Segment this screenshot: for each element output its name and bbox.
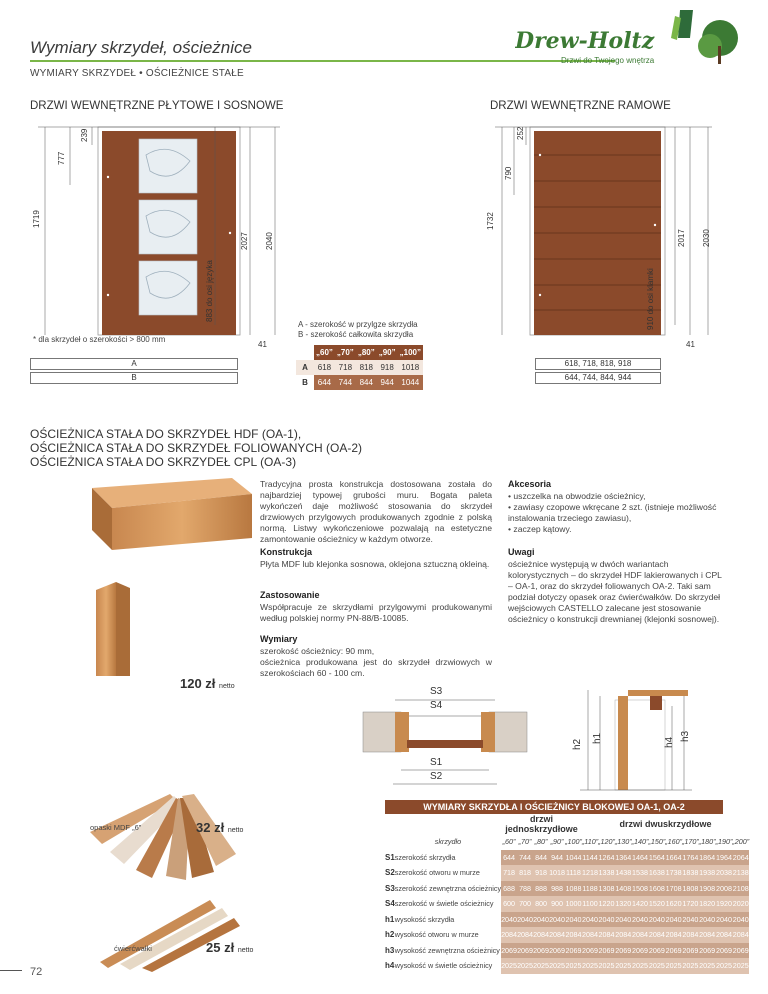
spec-cell: 2084: [648, 927, 665, 943]
label-h4: h4: [664, 736, 675, 748]
spec-row-label: wysokość skrzydła: [395, 912, 501, 928]
dim-2040: 2040: [265, 232, 274, 250]
spec-cell: 2025: [648, 958, 665, 974]
spec-cell: 2069: [533, 943, 549, 959]
label-h1: h1: [592, 732, 603, 744]
frames-heading-line: OŚCIEŻNICA STAŁA DO SKRZYDEŁ HDF (OA-1),: [30, 427, 302, 441]
uwagi-heading: Uwagi: [508, 547, 535, 557]
spec-cell: 2069: [665, 943, 682, 959]
spec-cell: 2084: [533, 927, 549, 943]
spec-cell: 1520: [648, 896, 665, 912]
spec-cell: 1620: [665, 896, 682, 912]
label-s1: S1: [430, 757, 443, 768]
label-s3: S3: [430, 686, 443, 697]
spec-col-head: „160”: [665, 837, 682, 847]
spec-cell: 2084: [565, 927, 582, 943]
dim-2027: 2027: [240, 232, 249, 250]
dimension-bar-a: A: [30, 358, 238, 370]
label-h2: h2: [572, 738, 583, 750]
spec-cell: 1720: [682, 896, 699, 912]
spec-col-head: „150”: [648, 837, 666, 847]
spec-cell: 2025: [632, 958, 649, 974]
spec-cell: 2040: [549, 912, 565, 928]
spec-cell: 2069: [517, 943, 533, 959]
spec-cell: 1908: [699, 881, 716, 897]
spec-cell: 1100: [582, 896, 598, 912]
frame-price: [180, 676, 235, 691]
spec-cell: 800: [533, 896, 549, 912]
ab-cell: 1044: [401, 378, 420, 387]
spec-table-container: [385, 800, 750, 974]
spec-cell: 2084: [682, 927, 699, 943]
spec-cell: 2025: [716, 958, 733, 974]
spec-cell: 988: [549, 881, 565, 897]
wymiary-line-1: szerokość ościeżnicy: 90 mm,: [260, 646, 375, 656]
spec-cell: 2040: [598, 912, 615, 928]
spec-cell: 718: [501, 865, 517, 881]
spec-cell: 1144: [582, 850, 598, 866]
spec-cell: 2084: [699, 927, 716, 943]
spec-cell: 2069: [565, 943, 582, 959]
akcesoria-item: • uszczelka na obwodzie ościeżnicy,: [508, 491, 646, 501]
spec-col-head: „170”: [682, 837, 699, 847]
dim-777: 777: [57, 151, 66, 165]
spec-cell: 788: [517, 881, 533, 897]
spec-cell: 888: [533, 881, 549, 897]
spec-table-title: WYMIARY SKRZYDŁA I OŚCIEŻNICY BLOKOWEJ OA-1, OA-2: [385, 800, 723, 814]
spec-cell: 1308: [598, 881, 615, 897]
spec-cell: 1664: [665, 850, 682, 866]
logo-name: Drew-Holtz: [515, 28, 655, 54]
legend-b: B - szerokość całkowita skrzydła: [298, 330, 414, 339]
spec-cell: 1964: [716, 850, 733, 866]
intro-text: Tradycyjna prosta konstrukcja dostosowana została do najbardziej typowej grubości muru. Bogata paleta wykończeń daje możliwość stosowania do skrzydeł drzwiowych przylgowych produkowanych zgodnie z polską normą. Listwy wykończeniowe pozwalają na estetyczne zamontowanie ościeżnicy w każdym otworze.: [260, 479, 492, 544]
opaski-label: opaski MDF „6”: [90, 823, 142, 832]
ab-col-head: „70”: [335, 345, 356, 360]
frame-price-unit: netto: [219, 683, 235, 690]
konstrukcja-text: Płyta MDF lub klejonka sosnowa, oklejona sztuczną okleiną.: [260, 559, 490, 569]
spec-row-label: wysokość zewnętrzna ościeżnicy: [395, 943, 501, 959]
spec-cell: 2084: [716, 927, 733, 943]
spec-row-symbol: S3: [385, 883, 395, 893]
spec-cell: 1864: [699, 850, 716, 866]
spec-cell: 2069: [598, 943, 615, 959]
dim-252: 252: [516, 126, 525, 140]
spec-cell: 1420: [632, 896, 649, 912]
spec-cell: 2084: [501, 927, 517, 943]
group-double-header: drzwi dwuskrzydłowe: [619, 819, 712, 829]
ab-cell: 644: [317, 378, 332, 387]
spec-cell: 2084: [615, 927, 632, 943]
spec-cell: 2025: [549, 958, 565, 974]
akcesoria-item: • zawiasy czopowe wkręcane 2 szt. (istnieje możliwość instalowania trzeciego zawiasu),: [508, 502, 717, 523]
spec-cell: 2025: [582, 958, 598, 974]
spec-table-row: [385, 896, 749, 912]
spec-cell: 1938: [699, 865, 716, 881]
spec-cell: 2040: [665, 912, 682, 928]
legend-a: A - szerokość w przylgze skrzydła: [298, 320, 418, 329]
spec-col-head: „60”: [502, 837, 516, 847]
spec-cell: 2040: [533, 912, 549, 928]
spec-col-head: „100”: [565, 837, 582, 847]
spec-cell: 2069: [732, 943, 749, 959]
spec-cell: 2084: [549, 927, 565, 943]
spec-cell: 1820: [699, 896, 716, 912]
spec-cell: 900: [549, 896, 565, 912]
spec-cell: 600: [501, 896, 517, 912]
label-s2: S2: [430, 771, 443, 782]
logo-tagline: Drzwi do Twojego wnętrza: [561, 56, 655, 65]
spec-cell: 2084: [665, 927, 682, 943]
spec-cell: 2084: [732, 927, 749, 943]
dim-1719: 1719: [32, 210, 41, 228]
cwiercwalki-price: [206, 940, 253, 955]
spec-cell: 1218: [582, 865, 598, 881]
spec-cell: 1438: [615, 865, 632, 881]
spec-cell: 2025: [598, 958, 615, 974]
spec-cell: 2020: [732, 896, 749, 912]
opaski-price: [196, 820, 243, 835]
label-h3: h3: [680, 730, 691, 742]
zastosowanie-heading: Zastosowanie: [260, 590, 320, 600]
spec-cell: 644: [501, 850, 517, 866]
spec-cell: 2040: [716, 912, 733, 928]
spec-table-row: [385, 958, 749, 974]
spec-col-head: „90”: [550, 837, 564, 847]
konstrukcja-heading: Konstrukcja: [260, 547, 313, 557]
ab-cell: 918: [380, 363, 394, 372]
spec-row-symbol: h3: [385, 945, 395, 955]
spec-cell: 1088: [565, 881, 582, 897]
spec-cell: 1364: [615, 850, 632, 866]
spec-row-symbol: h2: [385, 930, 395, 940]
spec-cell: 2025: [732, 958, 749, 974]
spec-col-head: „180”: [698, 837, 716, 847]
spec-cell: 2069: [501, 943, 517, 959]
spec-cell: 1508: [632, 881, 649, 897]
spec-cell: 1638: [648, 865, 665, 881]
brand-logo: [515, 8, 740, 66]
spec-cell: 1220: [598, 896, 615, 912]
spec-cell: 744: [517, 850, 533, 866]
spec-cell: 2040: [632, 912, 649, 928]
spec-cell: 2040: [699, 912, 716, 928]
page-number-rule: [0, 970, 22, 971]
spec-cell: 818: [517, 865, 533, 881]
frames-heading-line: OŚCIEŻNICA STAŁA DO SKRZYDEŁ CPL (OA-3): [30, 455, 297, 469]
spec-table-row: [385, 865, 749, 881]
spec-row-label: szerokość zewnętrzna ościeżnicy: [395, 881, 501, 897]
spec-cell: 2069: [549, 943, 565, 959]
spec-cell: 1320: [615, 896, 632, 912]
spec-cell: 2038: [716, 865, 733, 881]
spec-cell: 1838: [682, 865, 699, 881]
ab-row-label: B: [296, 375, 314, 390]
spec-cell: 2025: [615, 958, 632, 974]
ab-cell: 718: [338, 363, 353, 372]
spec-col-head: „120”: [598, 837, 615, 847]
dim-790: 790: [504, 166, 513, 180]
spec-cell: 2025: [682, 958, 699, 974]
spec-cell: 2069: [632, 943, 649, 959]
spec-row-symbol: h1: [385, 914, 395, 924]
spec-cell: 2084: [632, 927, 649, 943]
spec-cell: 2025: [501, 958, 517, 974]
left-door-heading: DRZWI WEWNĘTRZNE PŁYTOWE I SOSNOWE: [30, 100, 284, 112]
wymiary-line-2: ościeżnica produkowana jest do skrzydeł drzwiowych w szerokościach 60 - 100 cm.: [260, 657, 492, 678]
opaski-price-unit: netto: [227, 827, 244, 834]
spec-cell: 1564: [648, 850, 665, 866]
ab-cell: 744: [338, 378, 353, 387]
frame-product-image: [82, 478, 262, 678]
dim-883: 883 do osi języka: [205, 260, 214, 322]
spec-row-label: wysokość w świetle ościeżnicy: [395, 958, 501, 974]
spec-cell: 1464: [632, 850, 649, 866]
spec-cell: 2069: [582, 943, 598, 959]
spec-cell: 2025: [699, 958, 716, 974]
spec-col-head: „110”: [581, 837, 599, 847]
spec-cell: 1538: [632, 865, 649, 881]
spec-cell: 2025: [533, 958, 549, 974]
akcesoria-item: • zaczep kątowy.: [508, 524, 572, 534]
ab-cell: 818: [359, 363, 373, 372]
spec-table-row: [385, 881, 749, 897]
frames-heading-line: OŚCIEŻNICA STAŁA DO SKRZYDEŁ FOLIOWANYCH (OA-2): [30, 441, 363, 455]
page-number: 72: [30, 966, 43, 978]
right-dimension-bar-a: 618, 718, 818, 918: [535, 358, 661, 370]
spec-cell: 1018: [549, 865, 565, 881]
spec-col-head: „190”: [715, 837, 733, 847]
spec-cell: 2069: [699, 943, 716, 959]
uwagi-text: ościeżnice występują w dwóch wariantach kolorystycznych – do skrzydeł HDF lakierowanych i CPL – OA-1, oraz do skrzydeł foliowanych OA-2. Taki sam podział dotyczy opasek oraz ćwierćwałków. Do skrzydeł wejściowych CASTELLO zalecane jest stosowanie ościeżnicy o konstrukcji drewnianej (klejonki sosnowej).: [508, 559, 722, 624]
right-door-heading: DRZWI WEWNĘTRZNE RAMOWE: [490, 100, 671, 112]
spec-table-row: [385, 943, 749, 959]
spec-col-head: „70”: [518, 837, 532, 847]
dim-41-right: 41: [686, 340, 695, 349]
spec-cell: 2040: [501, 912, 517, 928]
right-dimension-bar-b: 644, 744, 844, 944: [535, 372, 661, 384]
spec-cell: 1188: [582, 881, 598, 897]
spec-cell: 918: [533, 865, 549, 881]
spec-cell: 2108: [732, 881, 749, 897]
page-title: Wymiary skrzydeł, ościeżnice: [30, 38, 252, 57]
right-door-drawing: [490, 115, 720, 340]
spec-cell: 2025: [665, 958, 682, 974]
spec-cell: 2040: [682, 912, 699, 928]
spec-cell: 2040: [648, 912, 665, 928]
spec-col-head: „140”: [631, 837, 649, 847]
spec-cell: 1118: [565, 865, 582, 881]
width-note: * dla skrzydeł o szerokości > 800 mm: [33, 335, 166, 344]
spec-cell: 1808: [682, 881, 699, 897]
spec-cell: 1408: [615, 881, 632, 897]
spec-cell: 844: [533, 850, 549, 866]
spec-col-label-head: skrzydło: [434, 837, 462, 847]
spec-row-label: szerokość skrzydła: [395, 850, 501, 866]
page-subtitle: WYMIARY SKRZYDEŁ • OŚCIEŻNICE STAŁE: [30, 68, 244, 79]
label-s4: S4: [430, 700, 443, 711]
spec-cell: 2040: [565, 912, 582, 928]
ab-cell: 844: [359, 378, 373, 387]
spec-table-row: [385, 912, 749, 928]
frames-heading: [30, 427, 362, 469]
ab-col-head: „90”: [377, 345, 398, 360]
spec-cell: 1338: [598, 865, 615, 881]
dim-910: 910 do osi klamki: [646, 268, 655, 330]
spec-cell: 1608: [648, 881, 665, 897]
spec-cell: 2040: [517, 912, 533, 928]
spec-table: [385, 814, 749, 974]
spec-table-row: [385, 927, 749, 943]
spec-col-head: „80”: [534, 837, 548, 847]
spec-cell: 2040: [732, 912, 749, 928]
ab-col-head: „80”: [356, 345, 377, 360]
spec-cell: 700: [517, 896, 533, 912]
group-single-header: drzwi jednoskrzydłowe: [505, 814, 578, 834]
spec-cell: 1920: [716, 896, 733, 912]
spec-cell: 2138: [732, 865, 749, 881]
spec-cell: 2069: [615, 943, 632, 959]
spec-cell: 2084: [517, 927, 533, 943]
spec-row-label: szerokość otworu w murze: [395, 865, 501, 881]
ab-cell: 1018: [401, 363, 420, 372]
dim-41-left: 41: [258, 340, 267, 349]
ab-col-head: „60”: [314, 345, 335, 360]
spec-cell: 2084: [598, 927, 615, 943]
frame-cross-section-diagram: [355, 686, 535, 792]
spec-cell: 2025: [565, 958, 582, 974]
ab-cell: 618: [317, 363, 332, 372]
spec-row-label: wysokość otworu w murze: [395, 927, 501, 943]
spec-cell: 1738: [665, 865, 682, 881]
spec-cell: 2064: [732, 850, 749, 866]
spec-cell: 1000: [565, 896, 582, 912]
spec-row-label: szerokość w świetle ościeżnicy: [395, 896, 501, 912]
frame-price-value: 120 zł: [180, 676, 216, 691]
spec-cell: 2040: [615, 912, 632, 928]
spec-row-symbol: S4: [385, 899, 395, 909]
spec-table-row: [385, 850, 749, 866]
spec-cell: 1764: [682, 850, 699, 866]
ab-width-table: [296, 345, 423, 390]
spec-row-symbol: h4: [385, 961, 395, 971]
zastosowanie-text: Współpracuje ze skrzydłami przylgowymi produkowanymi według polskiej normy PN-88/B-10085.: [260, 602, 492, 623]
dim-1732: 1732: [486, 212, 495, 230]
spec-cell: 1264: [598, 850, 615, 866]
spec-cell: 2069: [648, 943, 665, 959]
spec-row-symbol: S2: [385, 868, 395, 878]
spec-cell: 2025: [517, 958, 533, 974]
opaski-price-value: 32 zł: [196, 820, 225, 835]
ab-cell: 944: [380, 378, 394, 387]
spec-cell: 2069: [716, 943, 733, 959]
dim-239: 239: [80, 128, 89, 142]
ab-row-label: A: [302, 363, 308, 372]
spec-col-head: „130”: [614, 837, 632, 847]
akcesoria-heading: Akcesoria: [508, 479, 552, 489]
dim-2017: 2017: [677, 229, 686, 247]
spec-cell: 688: [501, 881, 517, 897]
spec-col-head: „200”: [732, 837, 750, 847]
dim-2030: 2030: [702, 229, 711, 247]
spec-corner-cell: [385, 834, 395, 850]
spec-cell: 1708: [665, 881, 682, 897]
cwiercwalki-price-unit: netto: [237, 947, 254, 954]
spec-cell: 2040: [582, 912, 598, 928]
spec-cell: 2008: [716, 881, 733, 897]
spec-cell: 944: [549, 850, 565, 866]
left-door-drawing: [30, 115, 320, 360]
spec-cell: 2069: [682, 943, 699, 959]
spec-cell: 2084: [582, 927, 598, 943]
dimension-bar-b: B: [30, 372, 238, 384]
spec-row-symbol: S1: [385, 852, 395, 862]
cwiercwalki-label: ćwierćwałki: [114, 944, 152, 953]
ab-col-head: „100”: [398, 345, 423, 360]
spec-cell: 1044: [565, 850, 582, 866]
wymiary-heading: Wymiary: [260, 634, 298, 644]
cwiercwalki-price-value: 25 zł: [206, 940, 235, 955]
